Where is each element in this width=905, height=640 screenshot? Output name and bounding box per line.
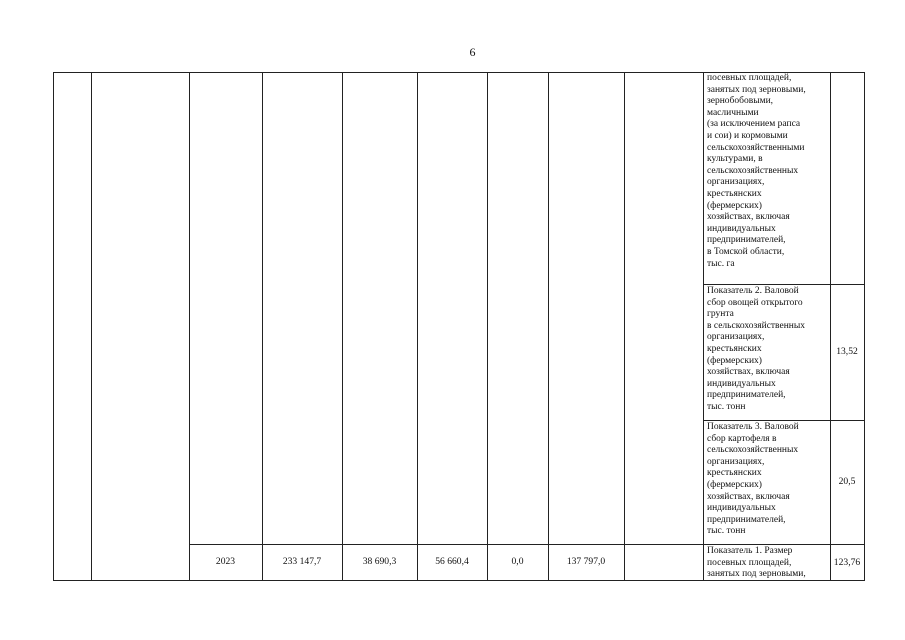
col-border [417, 72, 418, 581]
indicator-value: 13,52 [836, 346, 858, 357]
col-border [262, 72, 263, 581]
indicator-value: 20,5 [838, 476, 856, 487]
col-border [703, 72, 704, 581]
col-border [487, 72, 488, 581]
col-border [342, 72, 343, 581]
indicator-text: Показатель 2. Валовой сбор овощей открытого грунта в сельскохозяйственных организациях, крестьянских (фермерских) хозяйствах, включая индивидуальных предпринимателей, тыс. тонн [707, 286, 806, 412]
local-budget-cell: 0,0 [511, 556, 524, 567]
col-border [91, 72, 92, 581]
regional-budget-cell: 56 660,4 [435, 556, 469, 567]
row-divider [189, 544, 865, 545]
page-number: 6 [469, 45, 476, 59]
indicator-text: посевных площадей, занятых под зерновыми, зернобобовыми, масличными (за исключением рапса и сои) и кормовыми сельскохозяйственными культурами, в сельскохозяйственных организациях, крестьянских (фермерских) хозяйствах, включая индивидуальных предпринимателей, в Томской области, тыс. га [707, 73, 806, 269]
col-border [864, 72, 865, 581]
indicator-text: Показатель 3. Валовой сбор картофеля в сельскохозяйственных организациях, крестьянских (фермерских) хозяйствах, включая индивидуальных предпринимателей, тыс. тонн [707, 422, 799, 537]
row-divider [703, 284, 865, 285]
federal-budget-cell: 38 690,3 [362, 556, 397, 567]
total-funding-cell: 233 147,7 [282, 556, 322, 567]
col-border [53, 72, 54, 581]
indicator-text: Показатель 1. Размер посевных площадей, занятых под зерновыми, [707, 546, 806, 580]
row-divider [703, 420, 865, 421]
col-border [548, 72, 549, 581]
year-cell: 2023 [215, 556, 236, 567]
extrabudgetary-cell: 137 797,0 [566, 556, 606, 567]
col-border [624, 72, 625, 581]
indicator-value: 123,76 [833, 557, 861, 568]
col-border [189, 72, 190, 581]
